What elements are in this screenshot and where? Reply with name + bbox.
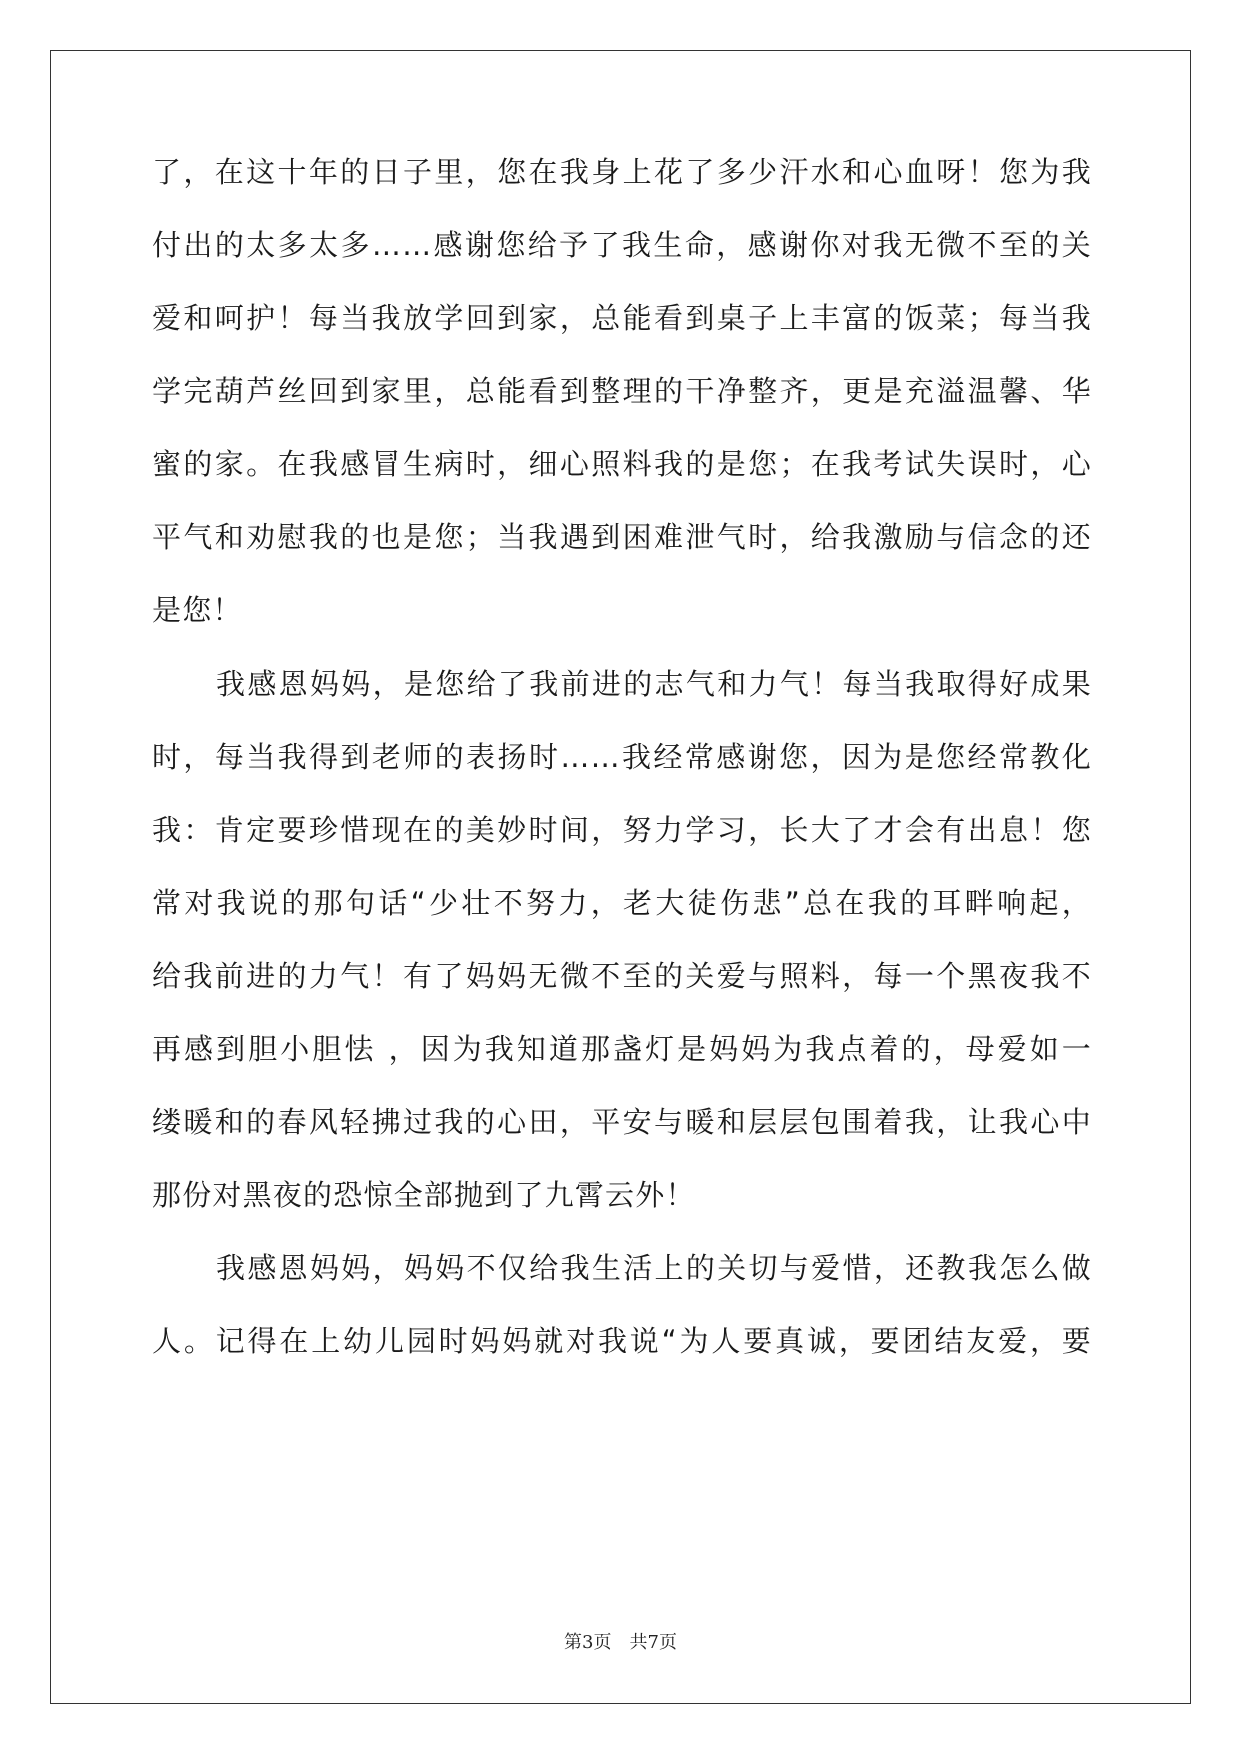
text-line: 常对我说的那句话“少壮不努力，老大徒伤悲”总在我的耳畔响起，: [152, 886, 1092, 920]
page-footer: 第3页 共7页: [564, 1632, 677, 1653]
text-line: 给我前进的力气！有了妈妈无微不至的关爱与照料，每一个黑夜我不: [152, 959, 1092, 993]
text-line: 学完葫芦丝回到家里，总能看到整理的干净整齐，更是充溢温馨、华: [152, 374, 1092, 408]
text-line: 付出的太多太多……感谢您给予了我生命，感谢你对我无微不至的关: [152, 228, 1092, 262]
text-line: 蜜的家。在我感冒生病时，细心照料我的是您；在我考试失误时，心: [152, 447, 1092, 481]
text-line: 再感到胆小胆怯 ，因为我知道那盏灯是妈妈为我点着的，母爱如一: [152, 1032, 1092, 1066]
text-line: 是您！: [152, 593, 243, 627]
paragraph-first-line: 我感恩妈妈，是您给了我前进的志气和力气！每当我取得好成果: [216, 667, 1092, 701]
text-line: 那份对黑夜的恐惊全部抛到了九霄云外！: [152, 1178, 696, 1212]
text-line: 爱和呵护！每当我放学回到家，总能看到桌子上丰富的饭菜；每当我: [152, 301, 1092, 335]
text-line: 时，每当我得到老师的表扬时……我经常感谢您，因为是您经常教化: [152, 740, 1092, 774]
text-line: 平气和劝慰我的也是您；当我遇到困难泄气时，给我激励与信念的还: [152, 520, 1092, 554]
text-line: 缕暖和的春风轻拂过我的心田，平安与暖和层层包围着我，让我心中: [152, 1105, 1092, 1139]
text-line: 我：肯定要珍惜现在的美妙时间，努力学习，长大了才会有出息！您: [152, 813, 1092, 847]
text-line: 了，在这十年的日子里，您在我身上花了多少汗水和心血呀！您为我: [152, 155, 1092, 189]
text-line: 人。记得在上幼儿园时妈妈就对我说“为人要真诚，要团结友爱，要: [152, 1324, 1092, 1358]
paragraph-first-line: 我感恩妈妈，妈妈不仅给我生活上的关切与爱惜，还教我怎么做: [216, 1251, 1092, 1285]
